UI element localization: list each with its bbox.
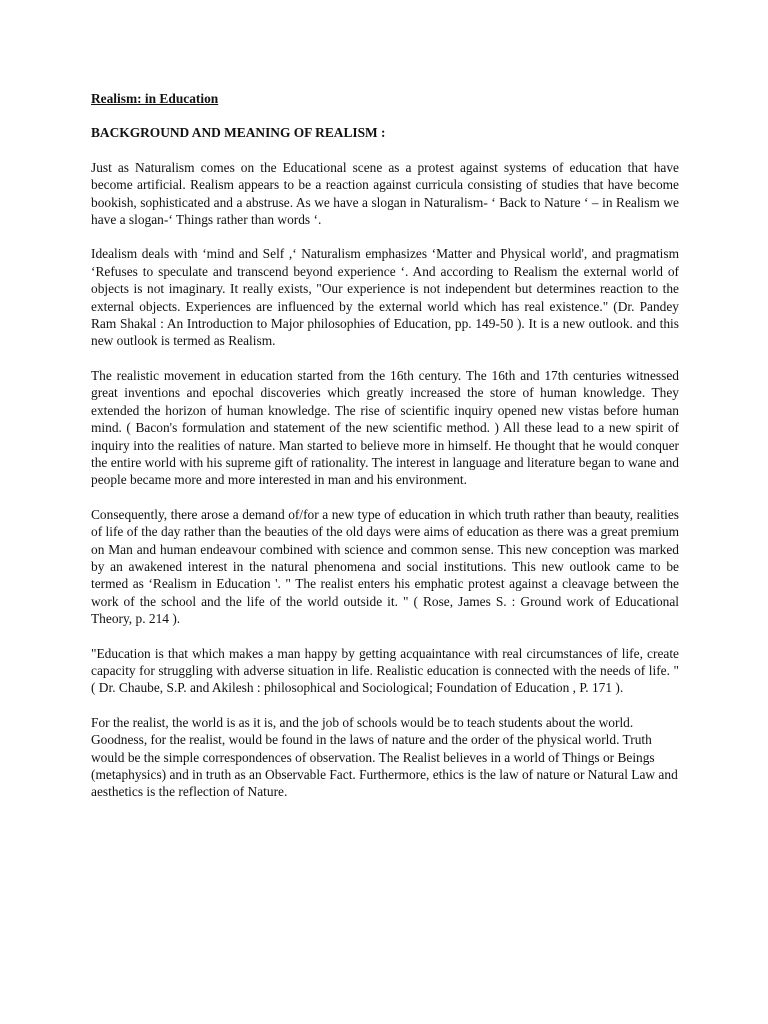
section-heading: BACKGROUND AND MEANING OF REALISM : [91, 125, 386, 141]
document-body [91, 90, 679, 818]
paragraph-naturalism-protest: Just as Naturalism comes on the Educational scene as a protest against systems of education that have become artificial. Realism appears to be a reaction against curricula consisting of studies that have become bookish, sophisticated and a abstruse. As we have a slogan in Naturalism- ‘ Back to Nature ‘ – in Realism we have a slogan-‘ Things rather than words ‘. [91, 159, 679, 228]
paragraph-new-education-demand: Consequently, there arose a demand of/for a new type of education in which truth rather than beauty, realities of life of the day rather than the beauties of the old days were aims of education as there was a great premium on Man and human endeavour combined with science and common sense. This new conception was marked by an awakened interest in the natural phenomena and social institutions. This new outlook came to be termed as ‘Realism in Education '. " The realist enters his emphatic protest against a cleavage between the work of the school and the life of the world outside it. " ( Rose, James S. : Ground work of Educational Theory, p. 214 ). [91, 506, 679, 627]
document-title: Realism: in Education [91, 91, 219, 106]
paragraph-idealism-realism: Idealism deals with ‘mind and Self ,‘ Naturalism emphasizes ‘Matter and Physical world', and pragmatism ‘Refuses to speculate and transcend beyond experience ‘. And according to Realism the external world of objects is not imaginary. It really exists, "Our experience is not independent but determines reaction to the external objects. Experiences are influenced by the external world which has real existence." (Dr. Pandey Ram Shakal : An Introduction to Major philosophies of Education, pp. 149-50 ). It is a new outlook. and this new outlook is termed as Realism. [91, 246, 679, 349]
paragraph-realist-world: For the realist, the world is as it is, and the job of schools would be to teach students about the world. Goodness, for the realist, would be found in the laws of nature and the order of the physical world. Truth would be the simple correspondences of observation. The Realist believes in a world of Things or Beings (metaphysics) and in truth as an Observable Fact. Furthermore, ethics is the law of nature or Natural Law and aesthetics is the reflection of Nature. [91, 714, 678, 800]
paragraph-education-definition: "Education is that which makes a man happy by getting acquaintance with real circumstances of life, create capacity for struggling with adverse situation in life. Realistic education is connected with the needs of life. " ( Dr. Chaube, S.P. and Akilesh : philosophical and Sociological; Foundation of Education , P. 171 ). [91, 645, 679, 696]
paragraph-realistic-movement: The realistic movement in education started from the 16th century. The 16th and 17th centuries witnessed great inventions and epochal discoveries which greatly increased the store of human knowledge. They extended the horizon of human knowledge. The rise of scientific inquiry opened new vistas before human mind. ( Bacon's formulation and statement of the new scientific method. ) All these lead to a new spirit of inquiry into the realities of nature. Man started to believe more in himself. He thought that he would conquer the entire world with his supreme gift of rationality. The interest in language and literature began to wane and people became more and more interested in man and his environment. [91, 367, 679, 488]
